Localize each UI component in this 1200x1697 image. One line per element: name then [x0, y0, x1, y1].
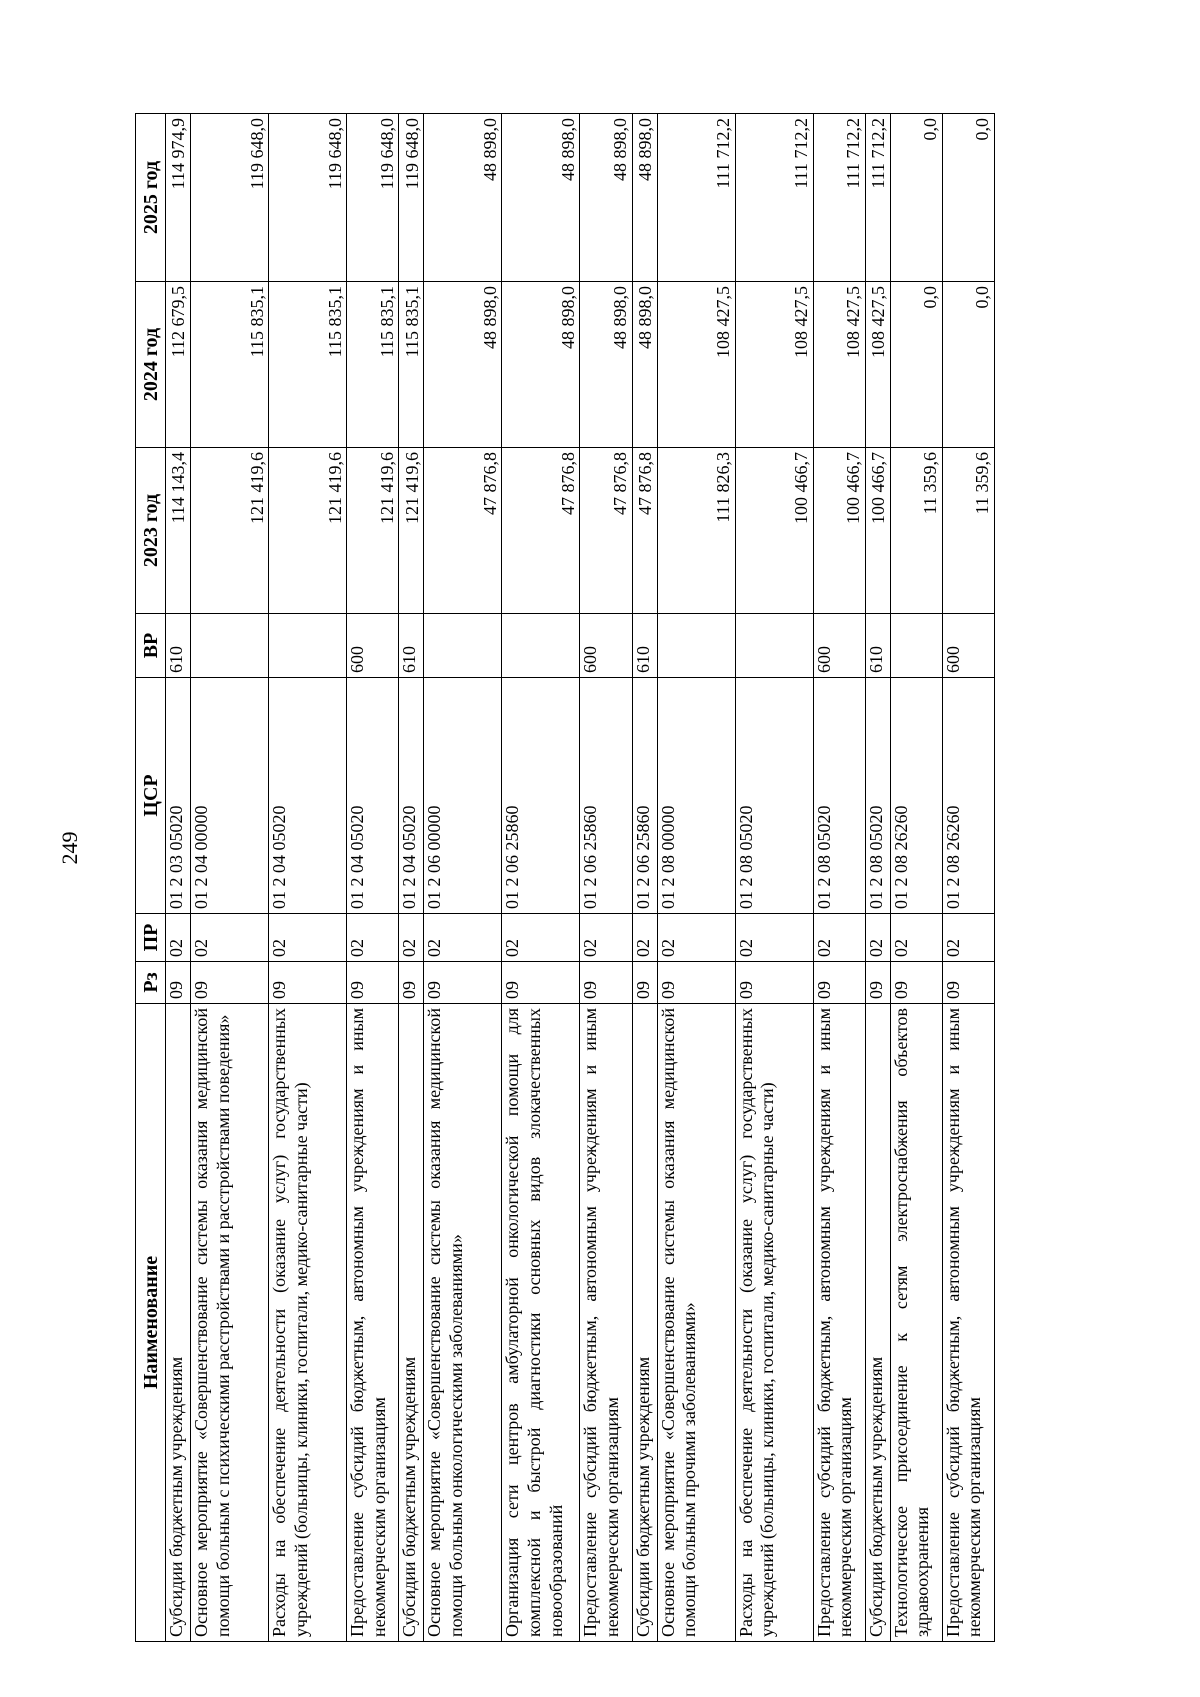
cell-y2023: 47 876,8: [632, 448, 657, 614]
budget-table: [135, 113, 995, 1642]
table-row: [269, 114, 347, 1642]
cell-y2023: 47 876,8: [424, 448, 502, 614]
cell-y2023: 11 359,6: [942, 448, 994, 614]
cell-vr: 600: [942, 614, 994, 678]
cell-name: Технологическое присоединение к сетям электроснабжения объектов здравоохранения: [890, 1004, 942, 1642]
table-row: [942, 114, 994, 1642]
cell-pr: 02: [735, 914, 813, 962]
cell-y2023: 100 466,7: [735, 448, 813, 614]
cell-pr: 02: [890, 914, 942, 962]
cell-rz: 09: [890, 962, 942, 1004]
cell-name: Субсидии бюджетным учреждениям: [865, 1004, 890, 1642]
cell-rz: 09: [424, 962, 502, 1004]
cell-pr: 02: [399, 914, 424, 962]
header-row: [136, 114, 166, 1642]
cell-y2025: 114 974,9: [166, 114, 191, 282]
table-row: [424, 114, 502, 1642]
cell-csr: 01 2 06 25860: [502, 678, 580, 914]
cell-pr: 02: [166, 914, 191, 962]
cell-name: Расходы на обеспечение деятельности (оказание услуг) государственных учреждений (больницы, клиники, госпитали, медико-санитарные части): [269, 1004, 347, 1642]
cell-y2023: 121 419,6: [269, 448, 347, 614]
cell-name: Субсидии бюджетным учреждениям: [166, 1004, 191, 1642]
table-row: [166, 114, 191, 1642]
cell-name: Организация сети центров амбулаторной онкологической помощи для комплексной и быстрой диагностики основных видов злокачественных новообразований: [502, 1004, 580, 1642]
table-row: [632, 114, 657, 1642]
cell-y2024: 48 898,0: [424, 282, 502, 448]
table-row: [399, 114, 424, 1642]
cell-vr: [424, 614, 502, 678]
cell-y2025: 111 712,2: [865, 114, 890, 282]
cell-pr: 02: [347, 914, 399, 962]
cell-rz: 09: [865, 962, 890, 1004]
cell-pr: 02: [580, 914, 632, 962]
cell-csr: 01 2 08 05020: [735, 678, 813, 914]
cell-rz: 09: [735, 962, 813, 1004]
cell-y2024: 48 898,0: [580, 282, 632, 448]
cell-y2024: 112 679,5: [166, 282, 191, 448]
cell-y2023: 114 143,4: [166, 448, 191, 614]
cell-y2025: 48 898,0: [580, 114, 632, 282]
cell-y2024: 108 427,5: [813, 282, 865, 448]
cell-vr: [890, 614, 942, 678]
cell-y2023: 47 876,8: [502, 448, 580, 614]
cell-csr: 01 2 03 05020: [166, 678, 191, 914]
header-name: Наименование: [136, 1004, 166, 1642]
header-2024: 2024 год: [136, 282, 166, 448]
cell-y2025: 48 898,0: [632, 114, 657, 282]
cell-y2024: 108 427,5: [865, 282, 890, 448]
header-csr: ЦСР: [136, 678, 166, 914]
cell-y2024: 115 835,1: [191, 282, 269, 448]
table-row: [890, 114, 942, 1642]
cell-csr: 01 2 06 25860: [580, 678, 632, 914]
cell-vr: 600: [347, 614, 399, 678]
cell-y2023: 121 419,6: [399, 448, 424, 614]
cell-y2025: 48 898,0: [424, 114, 502, 282]
cell-pr: 02: [657, 914, 735, 962]
cell-rz: 09: [191, 962, 269, 1004]
cell-name: Предоставление субсидий бюджетным, автономным учреждениям и иным некоммерческим организациям: [580, 1004, 632, 1642]
cell-y2025: 0,0: [890, 114, 942, 282]
cell-y2025: 119 648,0: [191, 114, 269, 282]
cell-pr: 02: [942, 914, 994, 962]
cell-csr: 01 2 08 05020: [813, 678, 865, 914]
cell-y2024: 108 427,5: [735, 282, 813, 448]
cell-csr: 01 2 08 00000: [657, 678, 735, 914]
cell-pr: 02: [632, 914, 657, 962]
cell-name: Предоставление субсидий бюджетным, автономным учреждениям и иным некоммерческим организациям: [942, 1004, 994, 1642]
page-number: 249: [57, 831, 82, 865]
cell-y2024: 115 835,1: [399, 282, 424, 448]
cell-rz: 09: [657, 962, 735, 1004]
cell-csr: 01 2 06 00000: [424, 678, 502, 914]
cell-vr: [735, 614, 813, 678]
cell-y2023: 11 359,6: [890, 448, 942, 614]
cell-vr: 610: [166, 614, 191, 678]
table-row: [865, 114, 890, 1642]
cell-vr: 600: [813, 614, 865, 678]
cell-pr: 02: [865, 914, 890, 962]
cell-name: Расходы на обеспечение деятельности (оказание услуг) государственных учреждений (больницы, клиники, госпитали, медико-санитарные части): [735, 1004, 813, 1642]
header-pr: ПР: [136, 914, 166, 962]
cell-vr: 610: [632, 614, 657, 678]
header-2023: 2023 год: [136, 448, 166, 614]
cell-y2024: 115 835,1: [347, 282, 399, 448]
cell-csr: 01 2 08 26260: [890, 678, 942, 914]
cell-y2023: 121 419,6: [191, 448, 269, 614]
cell-name: Основное мероприятие «Совершенствование системы оказания медицинской помощи больным онкологическими заболеваниями»: [424, 1004, 502, 1642]
cell-pr: 02: [813, 914, 865, 962]
cell-vr: [657, 614, 735, 678]
cell-y2024: 0,0: [890, 282, 942, 448]
cell-vr: 610: [399, 614, 424, 678]
cell-y2024: 115 835,1: [269, 282, 347, 448]
table-row: [191, 114, 269, 1642]
cell-y2023: 100 466,7: [813, 448, 865, 614]
table-row: [813, 114, 865, 1642]
rotated-table-container: [135, 114, 995, 1642]
cell-pr: 02: [502, 914, 580, 962]
cell-y2023: 100 466,7: [865, 448, 890, 614]
cell-vr: [191, 614, 269, 678]
cell-rz: 09: [399, 962, 424, 1004]
cell-name: Основное мероприятие «Совершенствование системы оказания медицинской помощи больным с психическими расстройствами и расстройствами поведения»: [191, 1004, 269, 1642]
cell-csr: 01 2 04 05020: [269, 678, 347, 914]
cell-y2024: 48 898,0: [502, 282, 580, 448]
cell-y2023: 121 419,6: [347, 448, 399, 614]
cell-y2025: 119 648,0: [269, 114, 347, 282]
cell-y2024: 48 898,0: [632, 282, 657, 448]
cell-y2023: 111 826,3: [657, 448, 735, 614]
cell-rz: 09: [166, 962, 191, 1004]
cell-name: Основное мероприятие «Совершенствование системы оказания медицинской помощи больным прочими заболеваниями»: [657, 1004, 735, 1642]
cell-y2025: 111 712,2: [813, 114, 865, 282]
table-row: [735, 114, 813, 1642]
cell-y2024: 108 427,5: [657, 282, 735, 448]
cell-pr: 02: [424, 914, 502, 962]
cell-pr: 02: [269, 914, 347, 962]
cell-vr: 600: [580, 614, 632, 678]
cell-csr: 01 2 04 05020: [399, 678, 424, 914]
cell-y2024: 0,0: [942, 282, 994, 448]
cell-name: Предоставление субсидий бюджетным, автономным учреждениям и иным некоммерческим организациям: [347, 1004, 399, 1642]
cell-csr: 01 2 04 05020: [347, 678, 399, 914]
cell-csr: 01 2 06 25860: [632, 678, 657, 914]
cell-rz: 09: [347, 962, 399, 1004]
cell-pr: 02: [191, 914, 269, 962]
table-row: [580, 114, 632, 1642]
cell-vr: 610: [865, 614, 890, 678]
cell-y2025: 111 712,2: [657, 114, 735, 282]
cell-vr: [502, 614, 580, 678]
table-row: [657, 114, 735, 1642]
header-2025: 2025 год: [136, 114, 166, 282]
cell-rz: 09: [502, 962, 580, 1004]
cell-y2025: 119 648,0: [347, 114, 399, 282]
cell-y2023: 47 876,8: [580, 448, 632, 614]
cell-csr: 01 2 08 26260: [942, 678, 994, 914]
cell-rz: 09: [813, 962, 865, 1004]
cell-name: Субсидии бюджетным учреждениям: [399, 1004, 424, 1642]
cell-y2025: 111 712,2: [735, 114, 813, 282]
cell-vr: [269, 614, 347, 678]
cell-name: Субсидии бюджетным учреждениям: [632, 1004, 657, 1642]
cell-rz: 09: [942, 962, 994, 1004]
cell-rz: 09: [632, 962, 657, 1004]
cell-y2025: 0,0: [942, 114, 994, 282]
cell-y2025: 48 898,0: [502, 114, 580, 282]
header-rz: Рз: [136, 962, 166, 1004]
table-row: [502, 114, 580, 1642]
cell-name: Предоставление субсидий бюджетным, автономным учреждениям и иным некоммерческим организациям: [813, 1004, 865, 1642]
cell-rz: 09: [269, 962, 347, 1004]
table-row: [347, 114, 399, 1642]
cell-rz: 09: [580, 962, 632, 1004]
cell-csr: 01 2 08 05020: [865, 678, 890, 914]
header-vr: ВР: [136, 614, 166, 678]
cell-y2025: 119 648,0: [399, 114, 424, 282]
cell-csr: 01 2 04 00000: [191, 678, 269, 914]
